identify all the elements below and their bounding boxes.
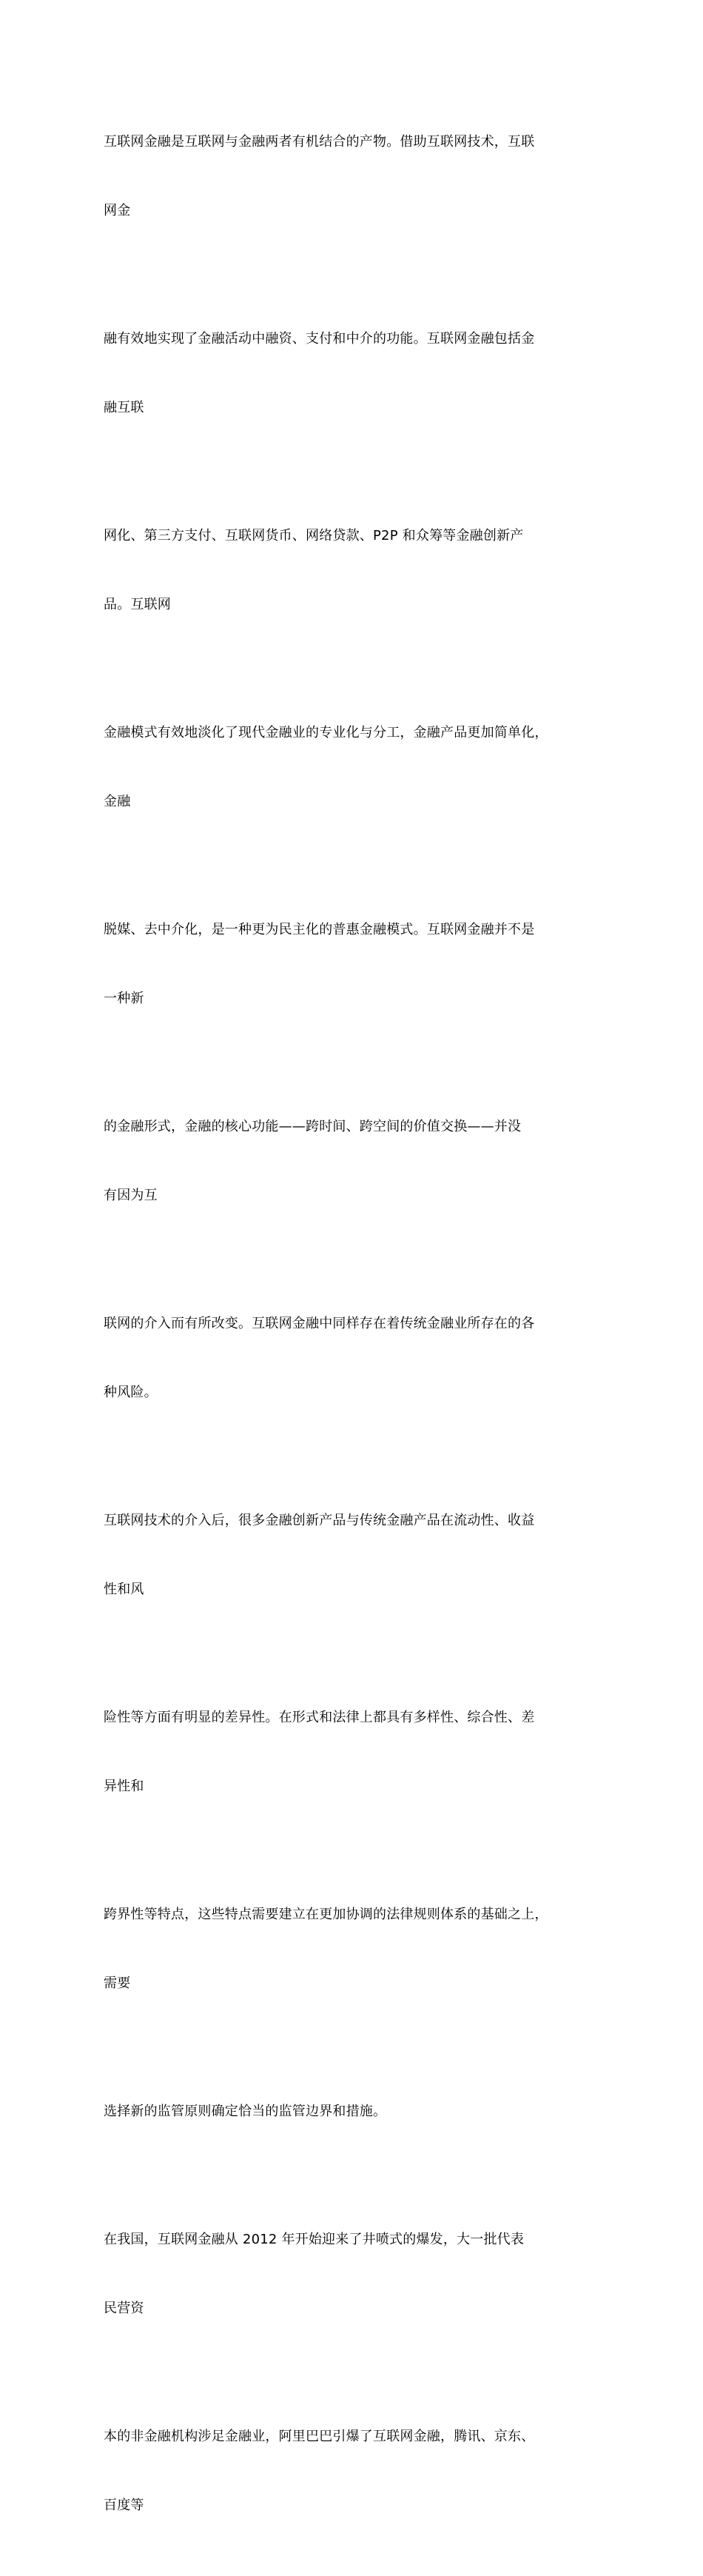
paragraph-3 (104, 478, 614, 662)
paragraph-6 (104, 1069, 614, 1253)
text-line: 金融 (104, 794, 131, 809)
text-line: 跨界性等特点，这些特点需要建立在更加协调的法律规则体系的基础之上， (104, 1907, 548, 1922)
paragraph-7 (104, 1266, 614, 1450)
text-line: 需要 (104, 1976, 131, 1991)
text-line: 融互联 (104, 400, 144, 415)
text-line: 异性和 (104, 1779, 144, 1794)
text-line: 的金融形式，金融的核心功能——跨时间、跨空间的价值交换——并没 (104, 1119, 522, 1134)
text-line: 百度等 (104, 2498, 144, 2513)
paragraph-1 (104, 84, 614, 268)
text-line: 互联网金融是互联网与金融两者有机结合的产物。借助互联网技术，互联 (104, 134, 535, 150)
paragraph-2 (104, 281, 614, 465)
text-line: 有因为互 (104, 1188, 158, 1203)
paragraph-13 (104, 2379, 614, 2563)
text-line: 品。互联网 (104, 597, 171, 612)
text-line: 融有效地实现了金融活动中融资、支付和中介的功能。互联网金融包括金 (104, 331, 535, 347)
text-line: 性和风 (104, 1582, 144, 1597)
document-body (104, 84, 614, 2576)
text-line: 网金 (104, 203, 131, 218)
paragraph-8 (104, 1463, 614, 1647)
text-line: 一种新 (104, 991, 144, 1006)
text-line: 本的非金融机构涉足金融业，阿里巴巴引爆了互联网金融，腾讯、京东、 (104, 2429, 535, 2444)
paragraph-4 (104, 675, 614, 859)
paragraph-5 (104, 872, 614, 1056)
text-line: 选择新的监管原则确定恰当的监管边界和措施。 (104, 2104, 387, 2119)
text-line: 种风险。 (104, 1385, 158, 1400)
text-line: 联网的介入而有所改变。互联网金融中同样存在着传统金融业所存在的各 (104, 1316, 535, 1331)
text-line: 脱媒、去中介化，是一种更为民主化的普惠金融模式。互联网金融并不是 (104, 922, 535, 937)
paragraph-9 (104, 1660, 614, 1844)
text-line: 险性等方面有明显的差异性。在形式和法律上都具有多样性、综合性、差 (104, 1710, 535, 1725)
text-line: 在我国，互联网金融从 2012 年开始迎来了井喷式的爆发，大一批代表 (104, 2232, 525, 2247)
text-line: 金融模式有效地淡化了现代金融业的专业化与分工，金融产品更加简单化， (104, 725, 548, 740)
text-line: 民营资 (104, 2301, 144, 2316)
paragraph-12 (104, 2182, 614, 2366)
text-line: 网化、第三方支付、互联网货币、网络贷款、P2P 和众筹等金融创新产 (104, 528, 524, 543)
paragraph-11 (104, 2054, 614, 2169)
text-line: 互联网技术的介入后，很多金融创新产品与传统金融产品在流动性、收益 (104, 1513, 535, 1528)
paragraph-10 (104, 1857, 614, 2041)
